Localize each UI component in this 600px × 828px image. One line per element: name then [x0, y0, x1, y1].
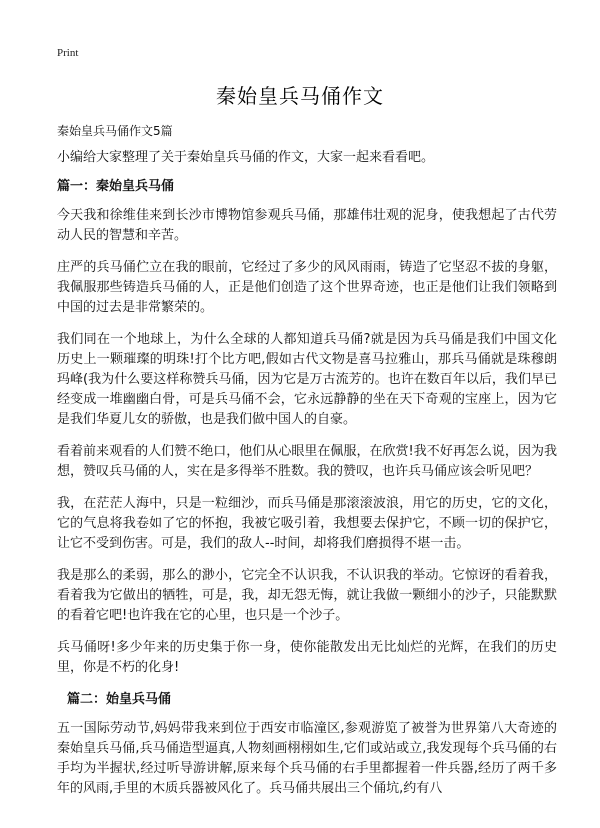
section-1-paragraph: 我是那么的柔弱，那么的渺小，它完全不认识我，不认识我的举动。它惊讶的看着我，看着我为它做出的牺牲，可是，我，却无怨无悔，就让我做一颗细小的沙子，只能默默的看着它吧!也许我在它的心里，也只是一个沙子。 — [57, 568, 557, 623]
document-body — [57, 122, 557, 811]
section-1-paragraph: 我们同在一个地球上，为什么全球的人都知道兵马俑?就是因为兵马俑是我们中国文化历史上一颗璀璨的明珠!打个比方吧,假如古代文物是喜马拉雅山，那兵马俑就是珠穆朗玛峰(我为什么要这样称赞兵马俑，因为它是万古流芳的。也许在数百年以后，我们早已经变成一堆幽幽白骨，可是兵马俑不会，它永远静静的坐在天下奇观的宝座上，因为它是我们华夏儿女的骄傲，也是我们做中国人的自豪。 — [57, 332, 557, 427]
section-1 — [57, 177, 557, 678]
section-2-paragraph: 五一国际劳动节,妈妈带我来到位于西安市临潼区,参观游览了被誉为世界第八大奇迹的秦始皇兵马俑,兵马俑造型逼真,人物刻画栩栩如生,它们或站或立,我发现每个兵马俑的右手均为半握状,经过听导游讲解,原来每个兵马俑的右手里都握着一件兵器,经历了两千多年的风雨,手里的木质兵器被风化了。兵马俑共展出三个俑坑,约有八 — [57, 721, 557, 796]
section-1-paragraph: 庄严的兵马俑伫立在我的眼前，它经过了多少的风风雨雨，铸造了它坚忍不拔的身躯，我佩服那些铸造兵马俑的人，正是他们创造了这个世界奇迹，也正是他们让我们领略到中国的过去是非常繁荣的。 — [57, 260, 557, 315]
section-1-paragraph: 看着前来观看的人们赞不绝口，他们从心眼里在佩服，在欣赏!我不好再怎么说，因为我想，赞叹兵马俑的人，实在是多得举不胜数。我的赞叹，也许兵马俑应该会听见吧？ — [57, 444, 557, 479]
document-intro: 小编给大家整理了关于秦始皇兵马俑的作文，大家一起来看看吧。 — [57, 150, 435, 165]
document-subtitle: 秦始皇兵马俑作文5篇 — [57, 124, 173, 138]
page-title: 秦始皇兵马俑作文 — [216, 84, 384, 108]
section-2 — [57, 690, 557, 799]
print-label[interactable]: Print — [57, 47, 79, 59]
section-1-paragraph: 我，在茫茫人海中，只是一粒细沙，而兵马俑是那滚滚波浪，用它的历史，它的文化，它的气息将我卷如了它的怀抱，我被它吸引着，我想要去保护它，不顾一切的保护它，让它不受到伤害。可是，我们的敌人--时间，却将我们磨损得不堪一击。 — [57, 496, 557, 551]
section-1-paragraph: 今天我和徐维佳来到长沙市博物馆参观兵马俑，那雄伟壮观的泥身，使我想起了古代劳动人民的智慧和辛苦。 — [57, 208, 557, 243]
section-1-heading: 篇一：秦始皇兵马俑 — [57, 179, 175, 194]
section-1-paragraph: 兵马俑呀!多少年来的历史集于你一身，使你能散发出无比灿烂的光辉，在我们的历史里，你是不朽的化身! — [57, 640, 557, 675]
section-2-heading: 篇二：始皇兵马俑 — [67, 692, 172, 707]
